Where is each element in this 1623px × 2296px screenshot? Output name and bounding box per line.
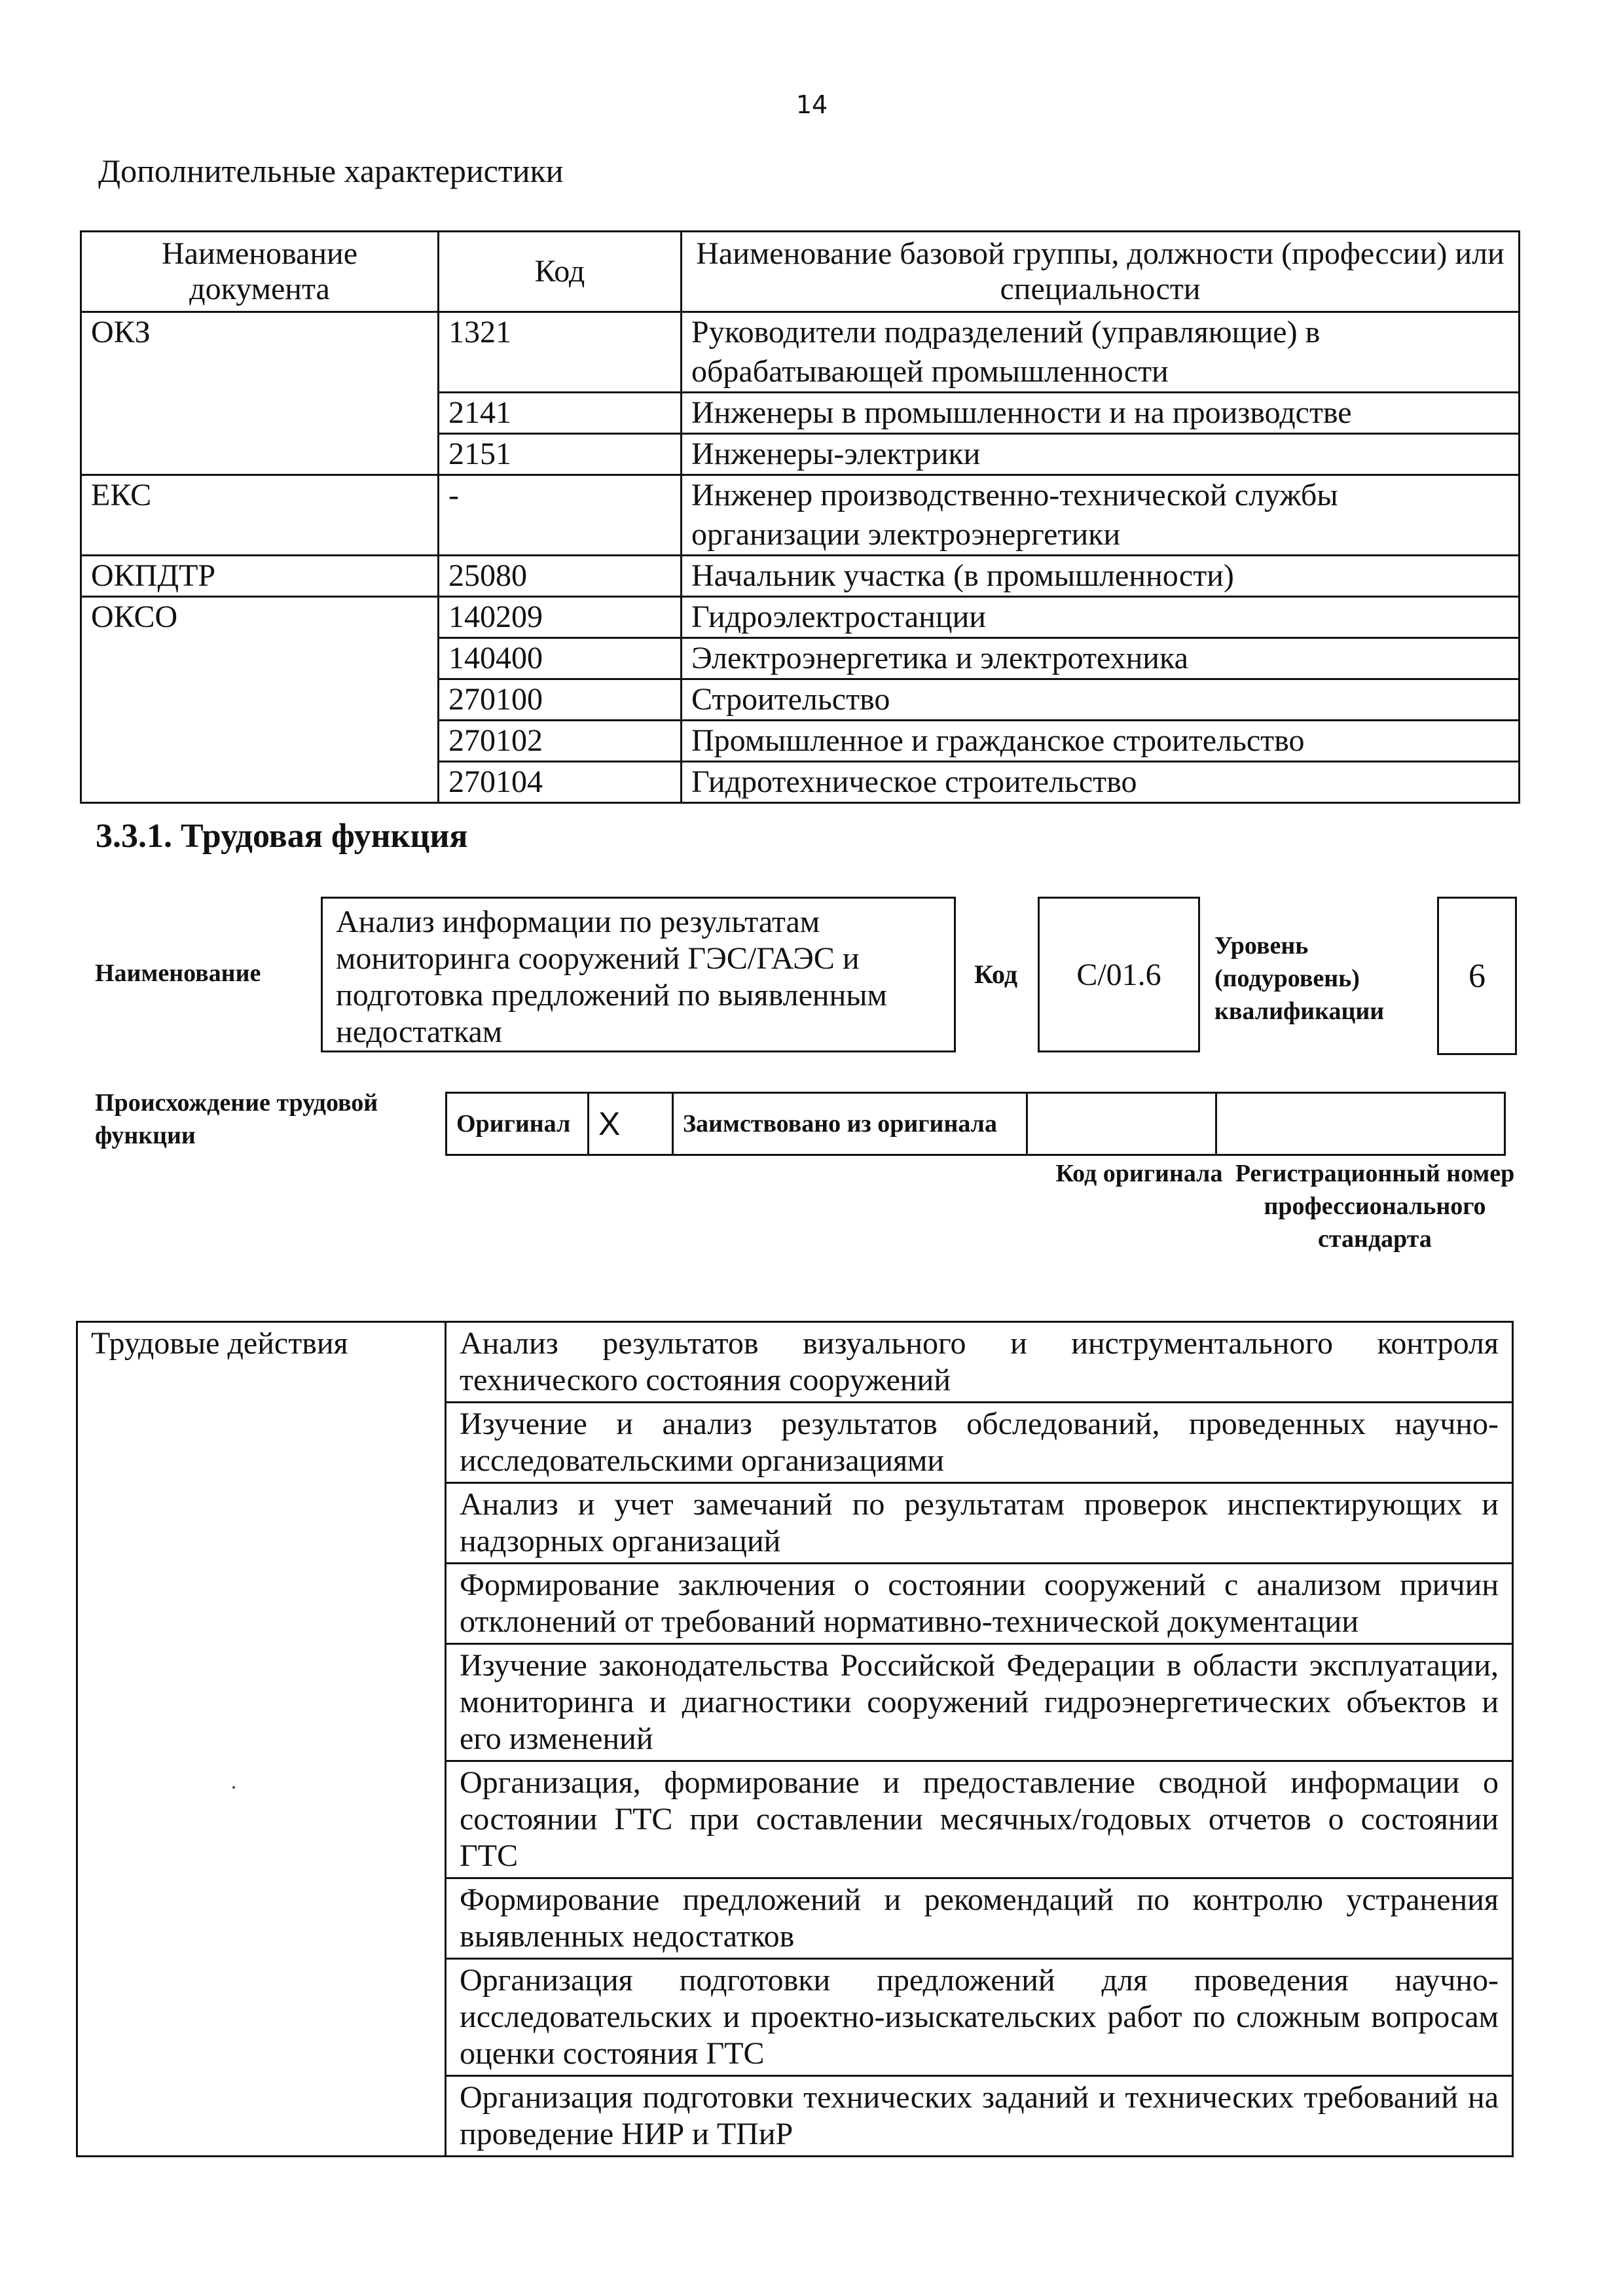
document-cell: ОКСО bbox=[81, 597, 439, 803]
name-cell: Гидротехническое строительство bbox=[682, 762, 1520, 803]
caption-registration-number: Регистрационный номер профессионального стандарта bbox=[1235, 1160, 1515, 1253]
header-document: Наименование документа bbox=[81, 232, 439, 312]
table-row bbox=[81, 597, 1520, 638]
origin-table bbox=[445, 1092, 1506, 1156]
document-cell: ОКПДТР bbox=[81, 556, 439, 597]
original-label: Оригинал bbox=[447, 1093, 589, 1155]
characteristics-table bbox=[80, 230, 1520, 804]
header-code: Код bbox=[439, 232, 682, 312]
name-cell: Гидроэлектростанции bbox=[682, 597, 1520, 638]
name-cell: Начальник участка (в промышленности) bbox=[682, 556, 1520, 597]
labor-action-item: Изучение и анализ результатов обследований, проведенных научно-исследовательскими организациями bbox=[446, 1403, 1513, 1483]
name-cell: Руководители подразделений (управляющие) в обрабатывающей промышленности bbox=[682, 312, 1520, 393]
name-label: Наименование bbox=[95, 960, 261, 987]
table-header-row bbox=[81, 232, 1520, 312]
original-code-cell bbox=[1027, 1093, 1216, 1155]
function-code-box: C/01.6 bbox=[1038, 897, 1200, 1052]
labor-action-item: Изучение законодательства Российской Федерации в области эксплуатации, мониторинга и диагностики сооружений гидроэнергетических объектов и его изменений bbox=[446, 1644, 1513, 1761]
labor-action-item: Организация подготовки предложений для проведения научно-исследовательских и проектно-изыскательских работ по сложным вопросам оценки состояния ГТС bbox=[446, 1959, 1513, 2076]
table-row bbox=[81, 556, 1520, 597]
code-cell: 25080 bbox=[439, 556, 682, 597]
name-cell: Строительство bbox=[682, 679, 1520, 721]
name-cell: Промышленное и гражданское строительство bbox=[682, 721, 1520, 762]
code-cell: 1321 bbox=[439, 312, 682, 393]
header-name: Наименование базовой группы, должности (профессии) или специальности bbox=[682, 232, 1520, 312]
labor-action-item: Формирование предложений и рекомендаций по контролю устранения выявленных недостатков bbox=[446, 1878, 1513, 1959]
function-name-box: Анализ информации по результатам мониторинга сооружений ГЭС/ГАЭС и подготовка предложений по выявленным недостаткам bbox=[321, 897, 956, 1052]
code-cell: 140400 bbox=[439, 638, 682, 679]
code-cell: 2141 bbox=[439, 393, 682, 434]
name-cell: Инженер производственно-технической службы организации электроэнергетики bbox=[682, 475, 1520, 556]
caption-original-code: Код оригинала bbox=[1055, 1160, 1223, 1187]
code-cell: - bbox=[439, 475, 682, 556]
qualification-level-box: 6 bbox=[1437, 897, 1517, 1055]
labor-action-item: Организация подготовки технических заданий и технических требований на проведение НИР и ТПиР bbox=[446, 2076, 1513, 2157]
table-row bbox=[81, 475, 1520, 556]
code-cell: 270102 bbox=[439, 721, 682, 762]
code-cell: 270100 bbox=[439, 679, 682, 721]
labor-action-item: Формирование заключения о состоянии сооружений с анализом причин отклонений от требований нормативно-технической документации bbox=[446, 1564, 1513, 1644]
labor-action-item: Анализ результатов визуального и инструментального контроля технического состояния сооружений bbox=[446, 1322, 1513, 1403]
document-cell: ЕКС bbox=[81, 475, 439, 556]
table-row bbox=[81, 312, 1520, 393]
table-row bbox=[77, 1322, 1513, 1403]
labor-actions-table bbox=[76, 1321, 1514, 2157]
labor-actions-label: Трудовые действия bbox=[77, 1322, 446, 2157]
borrowed-label: Заимствовано из оригинала bbox=[673, 1093, 1027, 1155]
code-cell: 270104 bbox=[439, 762, 682, 803]
labor-action-item: Анализ и учет замечаний по результатам проверок инспектирующих и надзорных организаций bbox=[446, 1483, 1513, 1564]
name-cell: Электроэнергетика и электротехника bbox=[682, 638, 1520, 679]
labor-action-item: Организация, формирование и предоставление сводной информации о состоянии ГТС при составлении месячных/годовых отчетов о состоянии ГТС bbox=[446, 1761, 1513, 1878]
origin-label: Происхождение трудовой функции bbox=[95, 1089, 378, 1149]
qualification-level-label: Уровень (подуровень) квалификации bbox=[1214, 932, 1385, 1025]
original-mark: X bbox=[589, 1093, 673, 1155]
section-heading: Дополнительные характеристики bbox=[98, 152, 564, 189]
labor-function-heading: 3.3.1. Трудовая функция bbox=[96, 817, 468, 855]
document-cell: ОКЗ bbox=[81, 312, 439, 475]
page-number: 14 bbox=[795, 90, 828, 119]
code-cell: 2151 bbox=[439, 434, 682, 475]
code-cell: 140209 bbox=[439, 597, 682, 638]
name-cell: Инженеры-электрики bbox=[682, 434, 1520, 475]
registration-number-cell bbox=[1216, 1093, 1505, 1155]
name-cell: Инженеры в промышленности и на производстве bbox=[682, 393, 1520, 434]
scan-speck bbox=[232, 1786, 235, 1789]
code-label: Код bbox=[974, 960, 1018, 989]
